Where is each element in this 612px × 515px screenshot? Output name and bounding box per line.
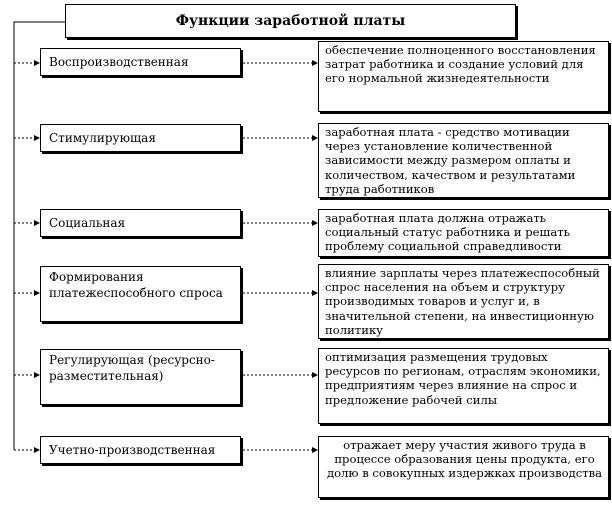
function-box-demand	[40, 266, 241, 322]
function-label: Воспроизводственная	[49, 55, 189, 69]
description-text: заработная плата должна отражать социальный статус работника и решать проблему социальной справедливости	[325, 211, 570, 254]
function-box-stimulating	[40, 124, 241, 152]
description-text: влияние зарплаты через платежеспособный спрос населения на объем и структуру производимых товаров и услуг и, в значительной степени, на инвестиционную политику	[325, 266, 600, 337]
function-label: Учетно-производственная	[49, 443, 216, 457]
description-box-stimulating	[318, 123, 609, 198]
description-text: обеспечение полноценного восстановления затрат работника и создание условий для его нормальной жизнедеятельности	[325, 43, 596, 86]
description-box-social	[318, 209, 609, 257]
function-label: Стимулирующая	[49, 131, 156, 145]
function-box-regulating	[40, 349, 241, 405]
description-text: оптимизация размещения трудовых ресурсов по регионам, отраслям экономики, предприятиям через влияние на спрос и предложение рабочей силы	[325, 350, 601, 407]
function-label: Регулирующая (ресурсно-разместительная)	[49, 353, 215, 383]
description-text: заработная плата - средство мотивации через установление количественной зависимости между размером оплаты и количеством, качеством и результатами труда работников	[325, 125, 576, 196]
description-box-reproductive	[318, 41, 609, 112]
description-text: отражает меру участия живого труда в процессе образования цены продукта, его долю в совокупных издержках производства	[326, 438, 603, 481]
function-box-social	[40, 209, 241, 237]
description-box-demand	[318, 264, 609, 339]
description-box-accounting	[318, 436, 609, 498]
diagram-title: Функции заработной платы	[65, 4, 516, 38]
function-box-reproductive	[40, 48, 241, 76]
function-box-accounting	[40, 436, 241, 464]
function-label: Социальная	[49, 216, 126, 230]
function-label: Формирования платежеспособного спроса	[49, 270, 223, 300]
description-box-regulating	[318, 348, 609, 424]
